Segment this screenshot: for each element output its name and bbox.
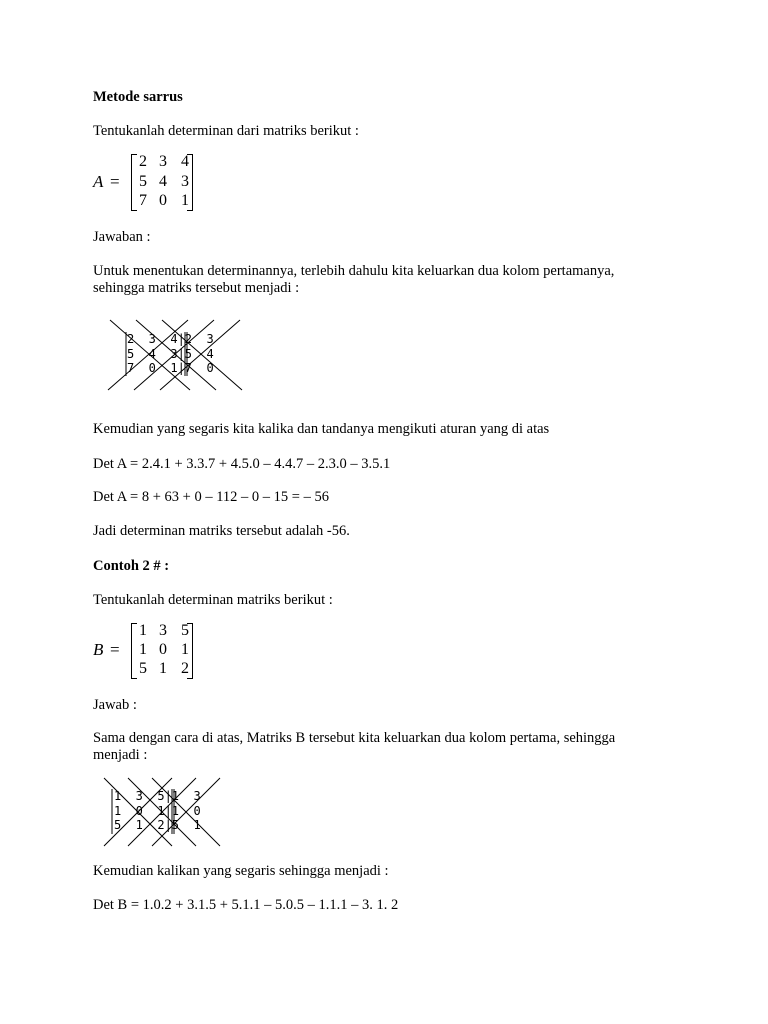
matrix-b-cell: 2 bbox=[181, 660, 189, 677]
matrix-b-cell: 1 bbox=[139, 641, 147, 658]
matrix-a-cell: 4 bbox=[159, 173, 167, 190]
paragraph-method-b-line1: Sama dengan cara di atas, Matriks B tersebut kita keluarkan dua kolom pertama, sehingga bbox=[93, 730, 616, 746]
sarrus-a-diag-down-1 bbox=[110, 320, 190, 390]
sarrus-a-row: 7 0 1|7 0 bbox=[127, 361, 214, 375]
matrix-a-label: A bbox=[93, 172, 104, 191]
paragraph-jawaban: Jawaban : bbox=[93, 229, 151, 245]
matrix-a-cell: 3 bbox=[159, 153, 167, 170]
matrix-b-cell: 1 bbox=[159, 660, 167, 677]
matrix-b-cell: 5 bbox=[139, 660, 147, 677]
paragraph-multiply-b: Kemudian kalikan yang segaris sehingga menjadi : bbox=[93, 863, 389, 879]
paragraph-explanation-line1: Untuk menentukan determinannya, terlebih dahulu kita keluarkan dua kolom pertamanya, bbox=[93, 263, 615, 279]
sarrus-diagram-b bbox=[100, 776, 226, 848]
paragraph-method-b-line2: menjadi : bbox=[93, 747, 148, 763]
matrix-a-equals: = bbox=[110, 172, 120, 191]
sarrus-a-diag-up-3 bbox=[160, 320, 240, 390]
sarrus-b-row: 1 3 5|1 3 bbox=[114, 789, 201, 803]
sarrus-diagram-a bbox=[108, 318, 248, 392]
sarrus-b-diagonals bbox=[100, 776, 226, 848]
paragraph-conclusion-a: Jadi determinan matriks tersebut adalah -56. bbox=[93, 523, 350, 539]
sarrus-b-row: 5 1 2|5 1 bbox=[114, 818, 201, 832]
paragraph-jawab: Jawab : bbox=[93, 697, 137, 713]
sarrus-a-row: 5 4 3|5 4 bbox=[127, 346, 214, 361]
heading-metode-sarrus: Metode sarrus bbox=[93, 89, 183, 105]
det-a-expansion: Det A = 2.4.1 + 3.3.7 + 4.5.0 – 4.4.7 – 2.3.0 – 3.5.1 bbox=[93, 456, 391, 472]
matrix-b-cell: 0 bbox=[159, 641, 167, 658]
det-b-expansion: Det B = 1.0.2 + 3.1.5 + 5.1.1 – 5.0.5 – 1.1.1 – 3. 1. 2 bbox=[93, 897, 399, 913]
matrix-a-cell: 5 bbox=[139, 173, 147, 190]
paragraph-instruction-b: Tentukanlah determinan matriks berikut : bbox=[93, 592, 333, 608]
matrix-b-equals: = bbox=[110, 640, 120, 659]
paragraph-explanation-line2: sehingga matriks tersebut menjadi : bbox=[93, 280, 300, 296]
matrix-a-cell: 4 bbox=[181, 153, 189, 170]
paragraph-instruction: Tentukanlah determinan dari matriks berikut : bbox=[93, 123, 359, 139]
matrix-b-cell: 5 bbox=[181, 622, 189, 639]
matrix-b-label: B bbox=[93, 640, 104, 659]
paragraph-multiply-rule: Kemudian yang segaris kita kalika dan tandanya mengikuti aturan yang di atas bbox=[93, 421, 550, 437]
matrix-a-cell: 3 bbox=[181, 173, 189, 190]
sarrus-a-row: 2 3 4|2 3 bbox=[127, 332, 214, 346]
matrix-a-cell: 0 bbox=[159, 192, 167, 209]
matrix-b-cell: 3 bbox=[159, 622, 167, 639]
matrix-b-cell: 1 bbox=[139, 622, 147, 639]
matrix-b-cell: 1 bbox=[181, 641, 189, 658]
sarrus-a-diagonals bbox=[108, 318, 248, 392]
sarrus-b-row: 1 0 1|1 0 bbox=[114, 803, 201, 818]
matrix-a-cell: 7 bbox=[139, 192, 147, 209]
matrix-a-cell: 2 bbox=[139, 153, 147, 170]
matrix-a-cell: 1 bbox=[181, 192, 189, 209]
det-a-result: Det A = 8 + 63 + 0 – 112 – 0 – 15 = – 56 bbox=[93, 489, 329, 505]
heading-contoh-2: Contoh 2 # : bbox=[93, 558, 170, 574]
